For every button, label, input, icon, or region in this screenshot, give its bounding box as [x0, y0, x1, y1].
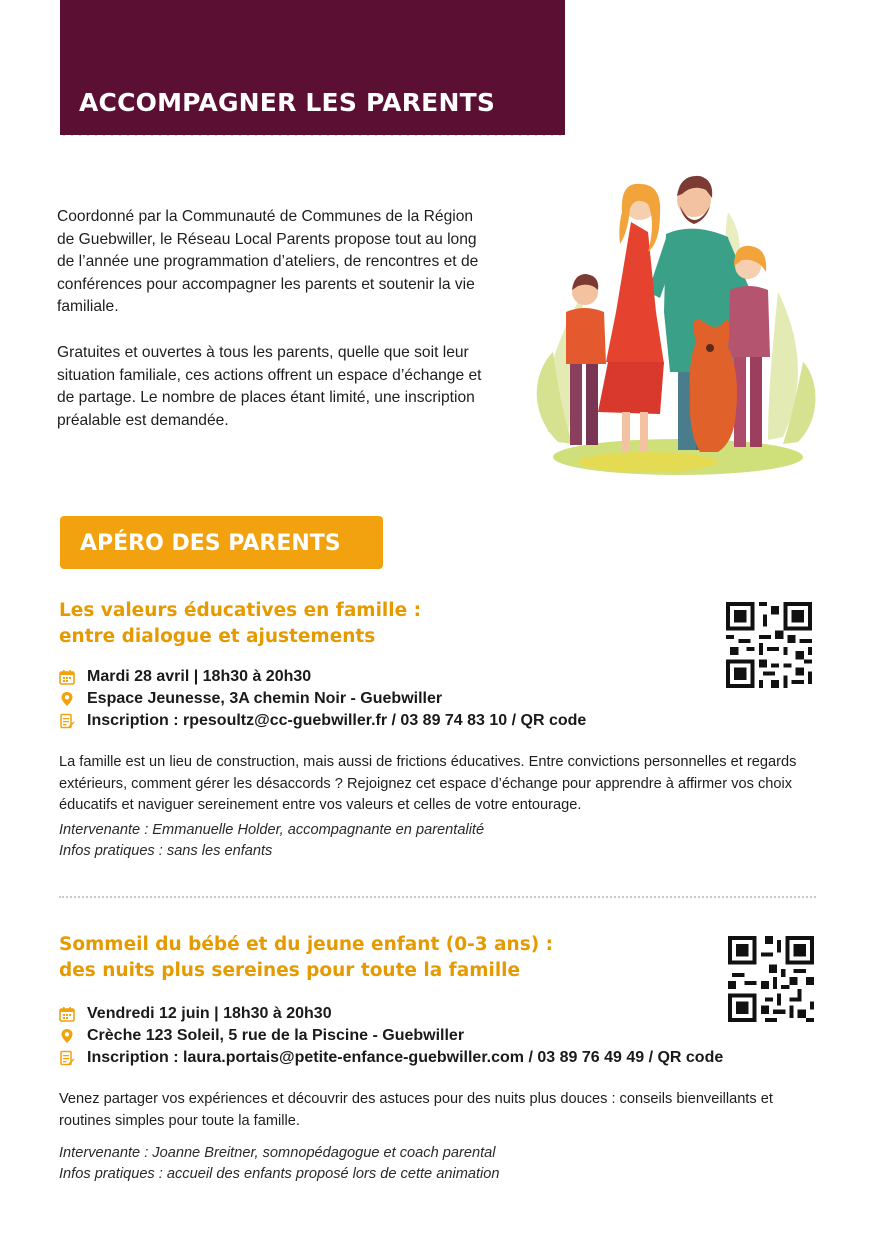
event-1-title-line-1: Les valeurs éducatives en famille : — [59, 600, 421, 621]
event-2-description: Venez partager vos expériences et découvrir des astuces pour des nuits plus douces : conseils bienveillants et routines simples pour toute la famille. — [59, 1091, 773, 1129]
event-1-place: Espace Jeunesse, 3A chemin Noir - Guebwiller — [87, 690, 443, 707]
event-2-practical-info: Infos pratiques : accueil des enfants proposé lors de cette animation — [59, 1166, 500, 1182]
form-icon — [59, 1050, 75, 1066]
section-title: APÉRO DES PARENTS — [80, 531, 341, 556]
event-2-title — [59, 932, 619, 983]
form-icon — [59, 713, 75, 729]
event-2-title-line-1: Sommeil du bébé et du jeune enfant (0-3 ans) : — [59, 934, 554, 955]
location-pin-icon — [59, 1028, 75, 1044]
event-1-title — [59, 598, 619, 649]
intro-paragraph-2: Gratuites et ouvertes à tous les parents, quelle que soit leur situation familiale, ces actions offrent un espace d’échange et de partage. Le nombre de places étant limité, une inscription préalable est demandée. — [57, 344, 482, 429]
calendar-icon — [59, 1006, 75, 1022]
banner-scalloped-edge — [60, 131, 565, 139]
event-divider — [59, 896, 816, 898]
qr-code-icon[interactable] — [728, 936, 814, 1022]
event-1-practical-info: Infos pratiques : sans les enfants — [59, 843, 273, 859]
event-2-registration[interactable]: Inscription : laura.portais@petite-enfance-guebwiller.com / 03 89 76 49 49 / QR code — [87, 1049, 724, 1066]
qr-code-icon[interactable] — [726, 602, 812, 688]
family-illustration — [528, 172, 823, 477]
calendar-icon — [59, 669, 75, 685]
event-1-registration[interactable]: Inscription : rpesoultz@cc-guebwiller.fr / 03 89 74 83 10 / QR code — [87, 712, 587, 729]
event-1-date: Mardi 28 avril | 18h30 à 20h30 — [87, 668, 312, 685]
event-2-speaker: Intervenante : Joanne Breitner, somnopédagogue et coach parental — [59, 1145, 496, 1161]
event-2-place: Crèche 123 Soleil, 5 rue de la Piscine - Guebwiller — [87, 1027, 465, 1044]
event-1-description: La famille est un lieu de construction, mais aussi de frictions éducatives. Entre convictions personnelles et regards extérieurs, comment gérer les désaccords ? Rejoignez cet espace d’échange pour apprendre à affirmer vos choix éducatifs et naviguer sereinement entre vos valeurs et celles de votre entourage. — [59, 754, 797, 813]
page-title: ACCOMPAGNER LES PARENTS — [79, 88, 496, 117]
event-2-date: Vendredi 12 juin | 18h30 à 20h30 — [87, 1005, 332, 1022]
event-2-title-line-2: des nuits plus sereines pour toute la famille — [59, 959, 521, 981]
location-pin-icon — [59, 691, 75, 707]
event-1-speaker: Intervenante : Emmanuelle Holder, accompagnante en parentalité — [59, 822, 485, 838]
intro-paragraph-1: Coordonné par la Communauté de Communes de la Région de Guebwiller, le Réseau Local Parents propose tout au long de l’année une programmation d’ateliers, de rencontres et de conférences pour accompagner les parents et soutenir la vie familiale. — [57, 208, 479, 316]
event-1-title-line-2: entre dialogue et ajustements — [59, 625, 376, 647]
